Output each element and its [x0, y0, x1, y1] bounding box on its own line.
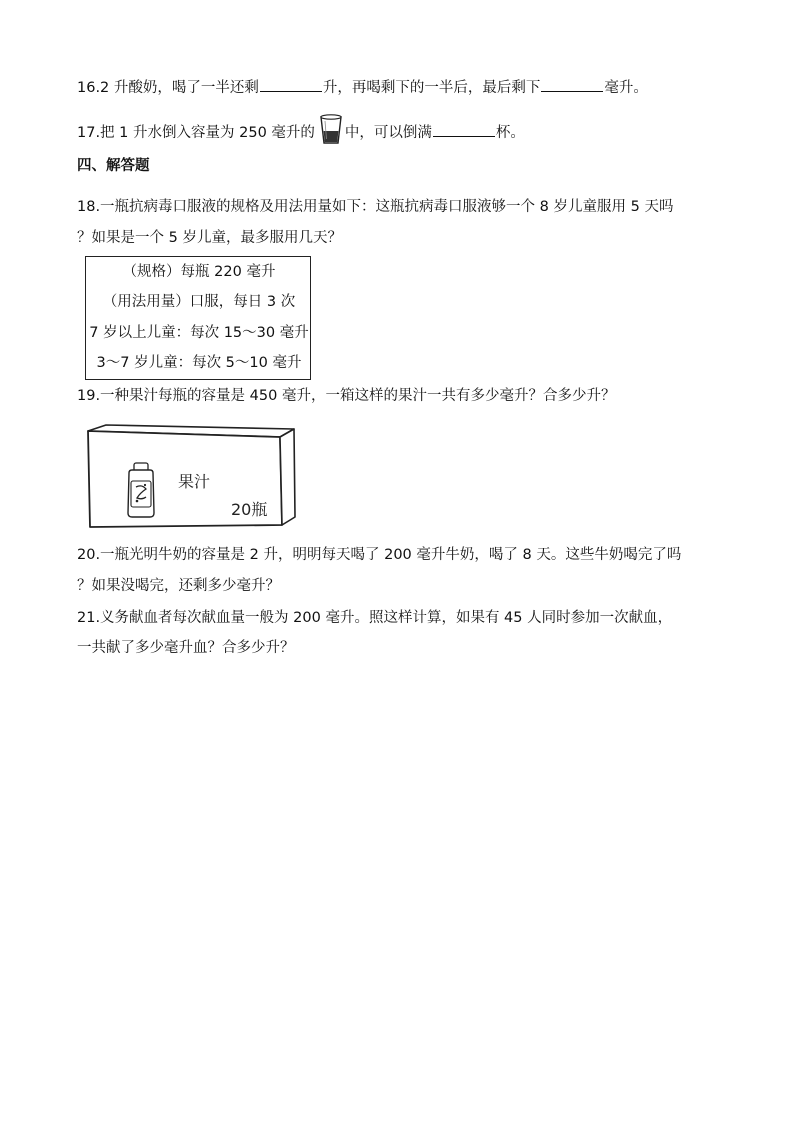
question-16-text-1: 16.2 升酸奶，喝了一半还剩 [77, 80, 259, 96]
spec-row: （规格）每瓶 220 毫升 [122, 264, 276, 280]
question-17-text-1: 17.把 1 升水倒入容量为 250 毫升的 [77, 125, 315, 141]
question-21-line-1: 21.义务献血者每次献血量一般为 200 毫升。照这样计算，如果有 45 人同时参加一次献血， [77, 610, 673, 626]
answer-blank[interactable] [541, 77, 603, 92]
question-17-text-2: 中，可以倒满 [344, 125, 432, 141]
question-19-line-1: 19.一种果汁每瓶的容量是 450 毫升，一箱这样的果汁一共有多少毫升？合多少升？ [77, 388, 616, 404]
spec-row: 3～7 岁儿童：每次 5～10 毫升 [96, 355, 302, 371]
answer-blank[interactable] [260, 77, 322, 92]
question-18-line-2: ？如果是一个 5 岁儿童，最多服用几天？ [77, 230, 342, 246]
question-16-text-3: 毫升。 [604, 80, 648, 96]
question-17-text-3: 杯。 [495, 125, 525, 141]
answer-blank[interactable] [433, 122, 495, 137]
cup-icon [319, 113, 343, 145]
spec-row: （用法用量）口服，每日 3 次 [102, 294, 296, 310]
section-heading: 四、解答题 [77, 158, 150, 174]
box-count: 20瓶 [231, 500, 268, 519]
question-21-line-2: 一共献了多少毫升血？合多少升？ [77, 640, 295, 656]
question-18-line-1: 18.一瓶抗病毒口服液的规格及用法用量如下：这瓶抗病毒口服液够一个 8 岁儿童服用 5 天吗 [77, 199, 674, 215]
question-17 [77, 117, 525, 149]
question-16-text-2: 升，再喝剩下的一半后，最后剩下 [322, 80, 541, 96]
question-16 [77, 77, 648, 98]
question-20-line-2: ？如果没喝完，还剩多少毫升？ [77, 578, 280, 594]
juice-bottle-icon [128, 463, 154, 517]
dosage-spec-table [85, 256, 311, 380]
question-20-line-1: 20.一瓶光明牛奶的容量是 2 升，明明每天喝了 200 毫升牛奶，喝了 8 天。这些牛奶喝完了吗 [77, 547, 682, 563]
spec-row: 7 岁以上儿童：每次 15～30 毫升 [89, 325, 309, 341]
box-label: 果汁 [178, 472, 211, 491]
